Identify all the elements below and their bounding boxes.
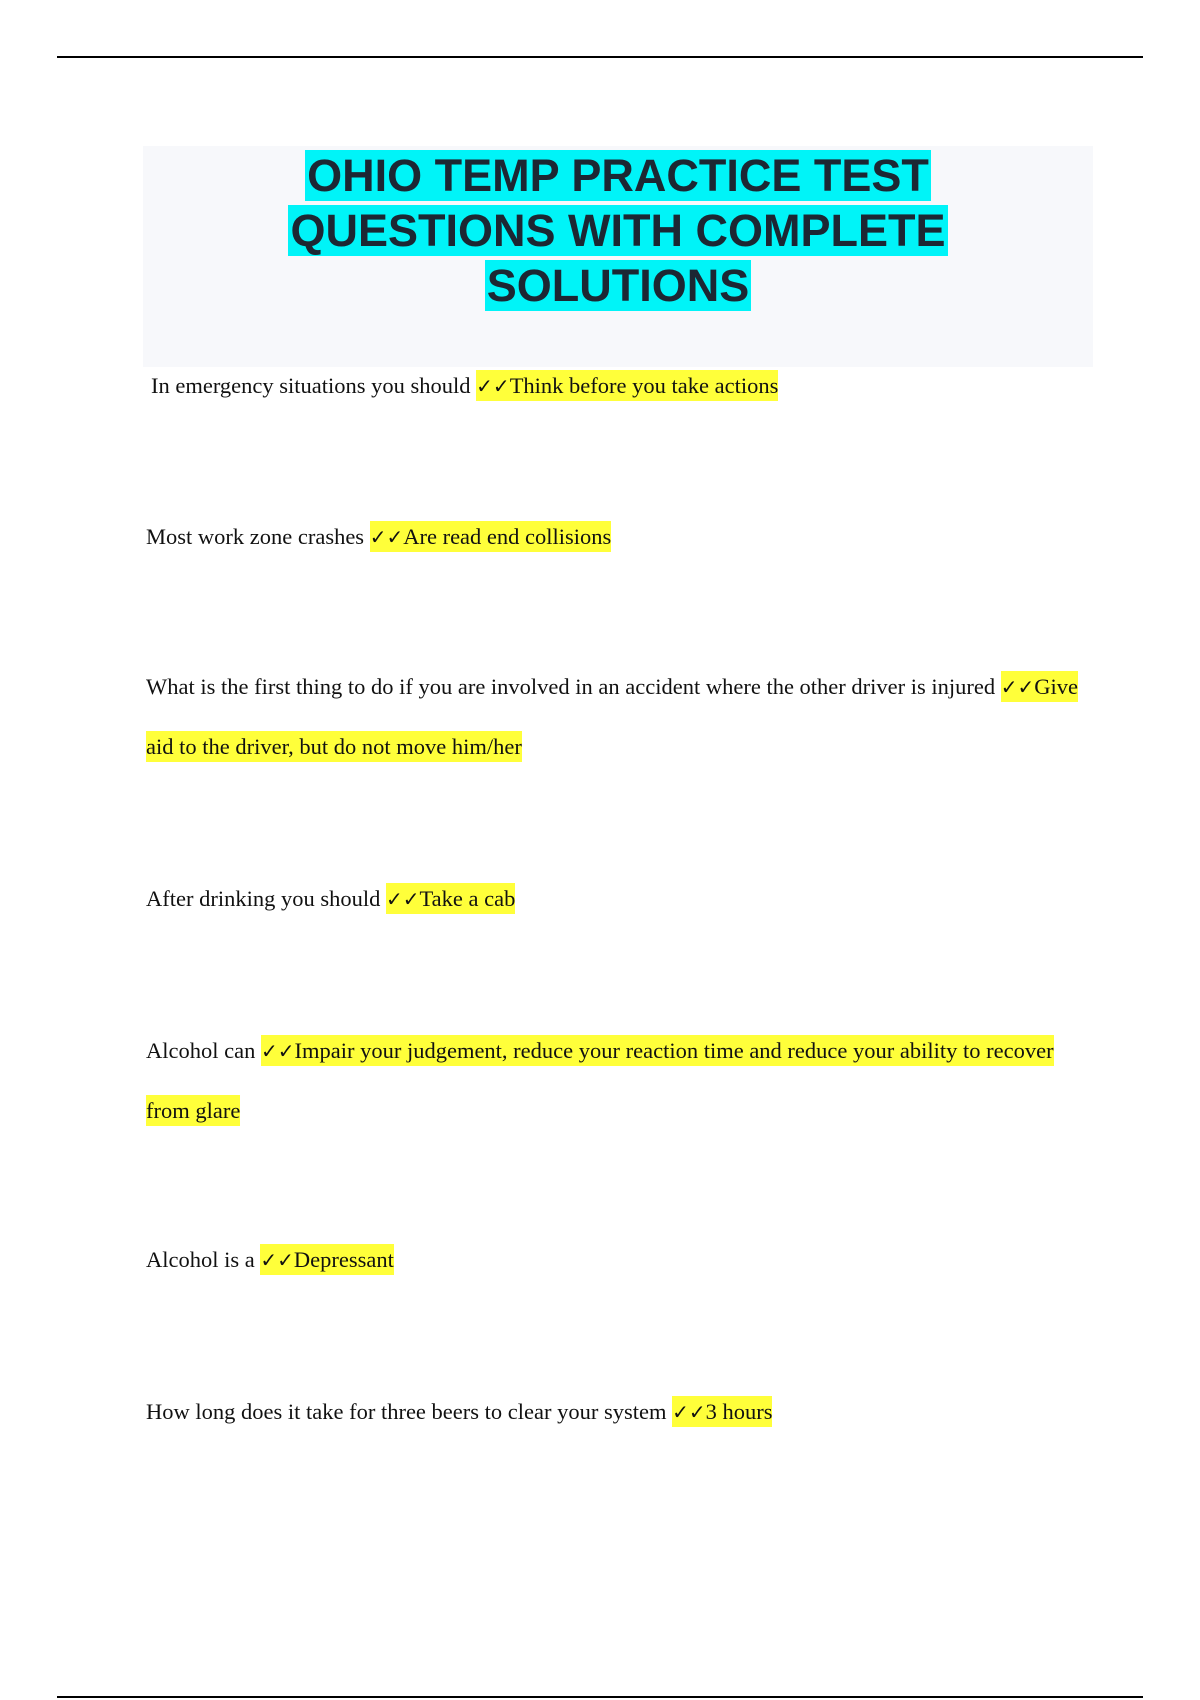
double-check-icon: ✓✓ [1000, 675, 1035, 699]
double-check-icon: ✓✓ [260, 1248, 294, 1272]
question-text: How long does it take for three beers to clear your system [146, 1399, 673, 1424]
answer-text: Take a cab [419, 886, 516, 911]
qa-item-2 [146, 507, 1086, 567]
answer-text: Give aid to the driver, but do not move him/her [146, 674, 1079, 759]
qa-item-1 [151, 356, 1091, 416]
question-text: Alcohol is a [146, 1247, 261, 1272]
question-text: What is the first thing to do if you are involved in an accident where the other driver is injured [146, 674, 1001, 699]
answer-text: Are read end collisions [403, 524, 612, 549]
double-check-icon: ✓✓ [260, 1039, 295, 1063]
question-text: Alcohol can [146, 1038, 261, 1063]
double-check-icon: ✓✓ [369, 525, 404, 549]
title-block [143, 146, 1093, 367]
answer-highlight [476, 370, 778, 401]
answer-text: Think before you take actions [509, 373, 779, 398]
bottom-rule [57, 1696, 1143, 1698]
title-line-3: SOLUTIONS [486, 260, 750, 311]
double-check-icon: ✓✓ [476, 374, 510, 398]
answer-text: 3 hours [705, 1399, 773, 1424]
answer-text: Impair your judgement, reduce your reaction time and reduce your ability to recover from glare [146, 1038, 1054, 1123]
qa-item-6 [146, 1230, 1086, 1290]
answer-highlight [260, 1244, 393, 1275]
top-rule [57, 56, 1143, 58]
answer-highlight [146, 1035, 1054, 1126]
qa-item-5 [146, 1021, 1086, 1141]
answer-text: Depressant [293, 1247, 394, 1272]
question-text: In emergency situations you should [151, 373, 477, 398]
answer-highlight [370, 521, 612, 552]
document-title [143, 146, 1093, 313]
question-text: After drinking you should [146, 886, 386, 911]
title-line-2: QUESTIONS WITH COMPLETE [290, 205, 946, 256]
qa-item-4 [146, 869, 1086, 929]
answer-highlight [386, 883, 515, 914]
double-check-icon: ✓✓ [385, 887, 420, 911]
qa-item-7 [146, 1382, 1086, 1442]
question-text: Most work zone crashes [146, 524, 370, 549]
qa-item-3 [146, 657, 1086, 777]
answer-highlight [672, 1396, 772, 1427]
title-line-1: OHIO TEMP PRACTICE TEST [307, 150, 929, 201]
double-check-icon: ✓✓ [672, 1400, 706, 1424]
